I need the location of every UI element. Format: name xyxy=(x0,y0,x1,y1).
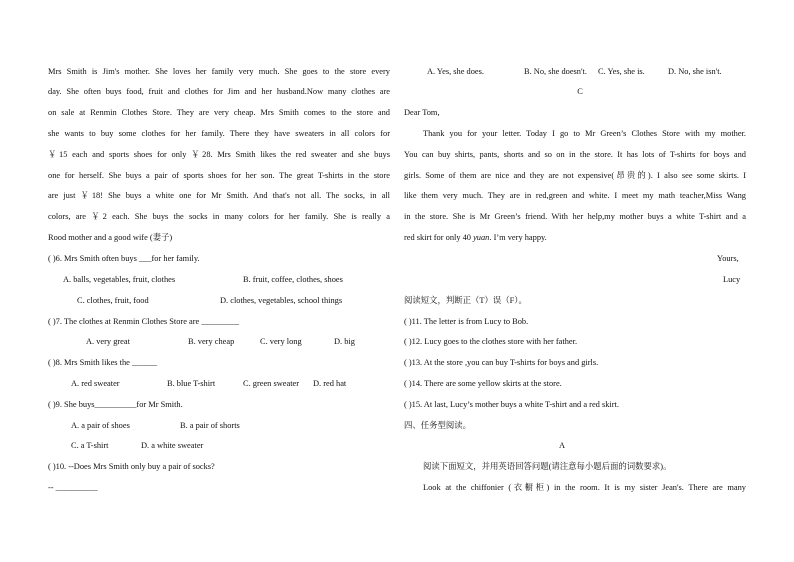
question-7-option-a: A. very great xyxy=(86,337,130,346)
letter-line: You can buy shirts, pants, shorts and so on in the store. It has lots of T-shirts for boys and xyxy=(404,150,746,159)
question-10-option-d: D. No, she isn't. xyxy=(668,67,722,76)
question-7-option-d: D. big xyxy=(334,337,355,346)
question-6-option-d: D. clothes, vegetables, school things xyxy=(220,296,343,305)
question-8-option-a: A. red sweater xyxy=(71,379,120,388)
question-10-option-a: A. Yes, she does. xyxy=(427,67,484,76)
question-7-stem: ( )7. The clothes at Renmin Clothes Store are _________ xyxy=(48,317,240,326)
true-false-item: ( )12. Lucy goes to the clothes store with her father. xyxy=(404,337,578,346)
letter-line: girls. Some of them are nice and they are not expensive(昂贵的). I also see some skirts. I xyxy=(404,171,746,180)
question-6-stem: ( )6. Mrs Smith often buys ___for her family. xyxy=(48,254,200,263)
question-6-option-c: C. clothes, fruit, food xyxy=(77,296,149,305)
question-9-option-a: A. a pair of shoes xyxy=(71,421,130,430)
letter-line: in the store. She is Mr Green’s friend. With her help,my mother buys a white T-shirt and a xyxy=(404,212,746,221)
passage-line: one for herself. She buys a pair of sports shoes for her son. The great T-shirts in the store xyxy=(48,171,390,180)
question-8-option-b: B. blue T-shirt xyxy=(167,379,216,388)
letter-signature: Lucy xyxy=(723,275,741,284)
true-false-item: ( )14. There are some yellow skirts at the store. xyxy=(404,379,562,388)
passage-line: Rood mother and a good wife (妻子) xyxy=(48,233,173,242)
section-a-heading: A xyxy=(558,441,566,450)
passage-line: Mrs Smith is Jim's mother. She loves her family very much. She goes to the store every xyxy=(48,67,390,76)
true-false-item: ( )11. The letter is from Lucy to Bob. xyxy=(404,317,529,326)
passage-line: colors, are ￥2 each. She buys the socks in many colors for her family. She is really a xyxy=(48,212,390,221)
letter-line: like them very much. They are in red,green and white. I meet my math teacher,Miss Wang xyxy=(404,191,746,200)
task-passage-line: Look at the chiffonier (衣橱柜) in the room. It is my sister Jean's. There are many xyxy=(423,483,746,492)
passage-line: are just ￥18! She buys a white one for Mr Smith. And that's not all. The socks, in all xyxy=(48,191,390,200)
question-10-stem: ( )10. --Does Mrs Smith only buy a pair of socks? xyxy=(48,462,215,471)
question-8-stem: ( )8. Mrs Smith likes the ______ xyxy=(48,358,158,367)
letter-last-text: red skirt for only 40 xyxy=(404,233,474,242)
section-c-heading: C xyxy=(577,87,583,96)
passage-line: she wants to buy some clothes for her family. There they have sweaters in all colors for xyxy=(48,129,390,138)
question-7-option-b: B. very cheap xyxy=(188,337,235,346)
question-6-option-a: A. balls, vegetables, fruit, clothes xyxy=(63,275,176,284)
passage-line: day. She often buys food, fruit and clothes for Jim and her husband.Now many clothes are xyxy=(48,87,390,96)
letter-closing: Yours, xyxy=(717,254,739,263)
question-6-option-b: B. fruit, coffee, clothes, shoes xyxy=(243,275,343,284)
true-false-instruction: 阅读短文，判断正（T）误（F）。 xyxy=(404,296,527,305)
question-9-option-b: B. a pair of shorts xyxy=(180,421,240,430)
question-7-option-c: C. very long xyxy=(260,337,302,346)
question-9-stem: ( )9. She buys__________for Mr Smith. xyxy=(48,400,183,409)
task-instruction: 阅读下面短文，并用英语回答问题(请注意每小题后面的词数要求)。 xyxy=(423,462,672,471)
letter-last-text-end: . I’m very happy. xyxy=(489,233,547,242)
passage-line: on sale at Renmin Clothes Store. They are very cheap. Mrs Smith comes to the store and xyxy=(48,108,390,117)
letter-last-line xyxy=(404,232,547,243)
passage-line: ￥15 each and sports shoes for only ￥28. Mrs Smith likes the red sweater and she buys xyxy=(48,150,390,159)
letter-line: Thank you for your letter. Today I go to Mr Green’s Clothes Store with my mother. xyxy=(423,129,746,138)
question-9-option-d: D. a white sweater xyxy=(141,441,204,450)
question-10-option-b: B. No, she doesn't. xyxy=(524,67,587,76)
question-8-option-d: D. red hat xyxy=(313,379,347,388)
question-10-option-c: C. Yes, she is. xyxy=(598,67,645,76)
section-4-heading: 四、任务型阅读。 xyxy=(404,421,471,430)
true-false-item: ( )13. At the store ,you can buy T-shirts for boys and girls. xyxy=(404,358,599,367)
true-false-item: ( )15. At last, Lucy’s mother buys a white T-shirt and a red skirt. xyxy=(404,400,619,409)
letter-greeting: Dear Tom, xyxy=(404,108,440,117)
question-8-option-c: C. green sweater xyxy=(243,379,300,388)
question-10-answer-line: -- __________ xyxy=(48,483,98,492)
question-9-option-c: C. a T-shirt xyxy=(71,441,109,450)
yuan-word: yuan xyxy=(473,233,490,242)
